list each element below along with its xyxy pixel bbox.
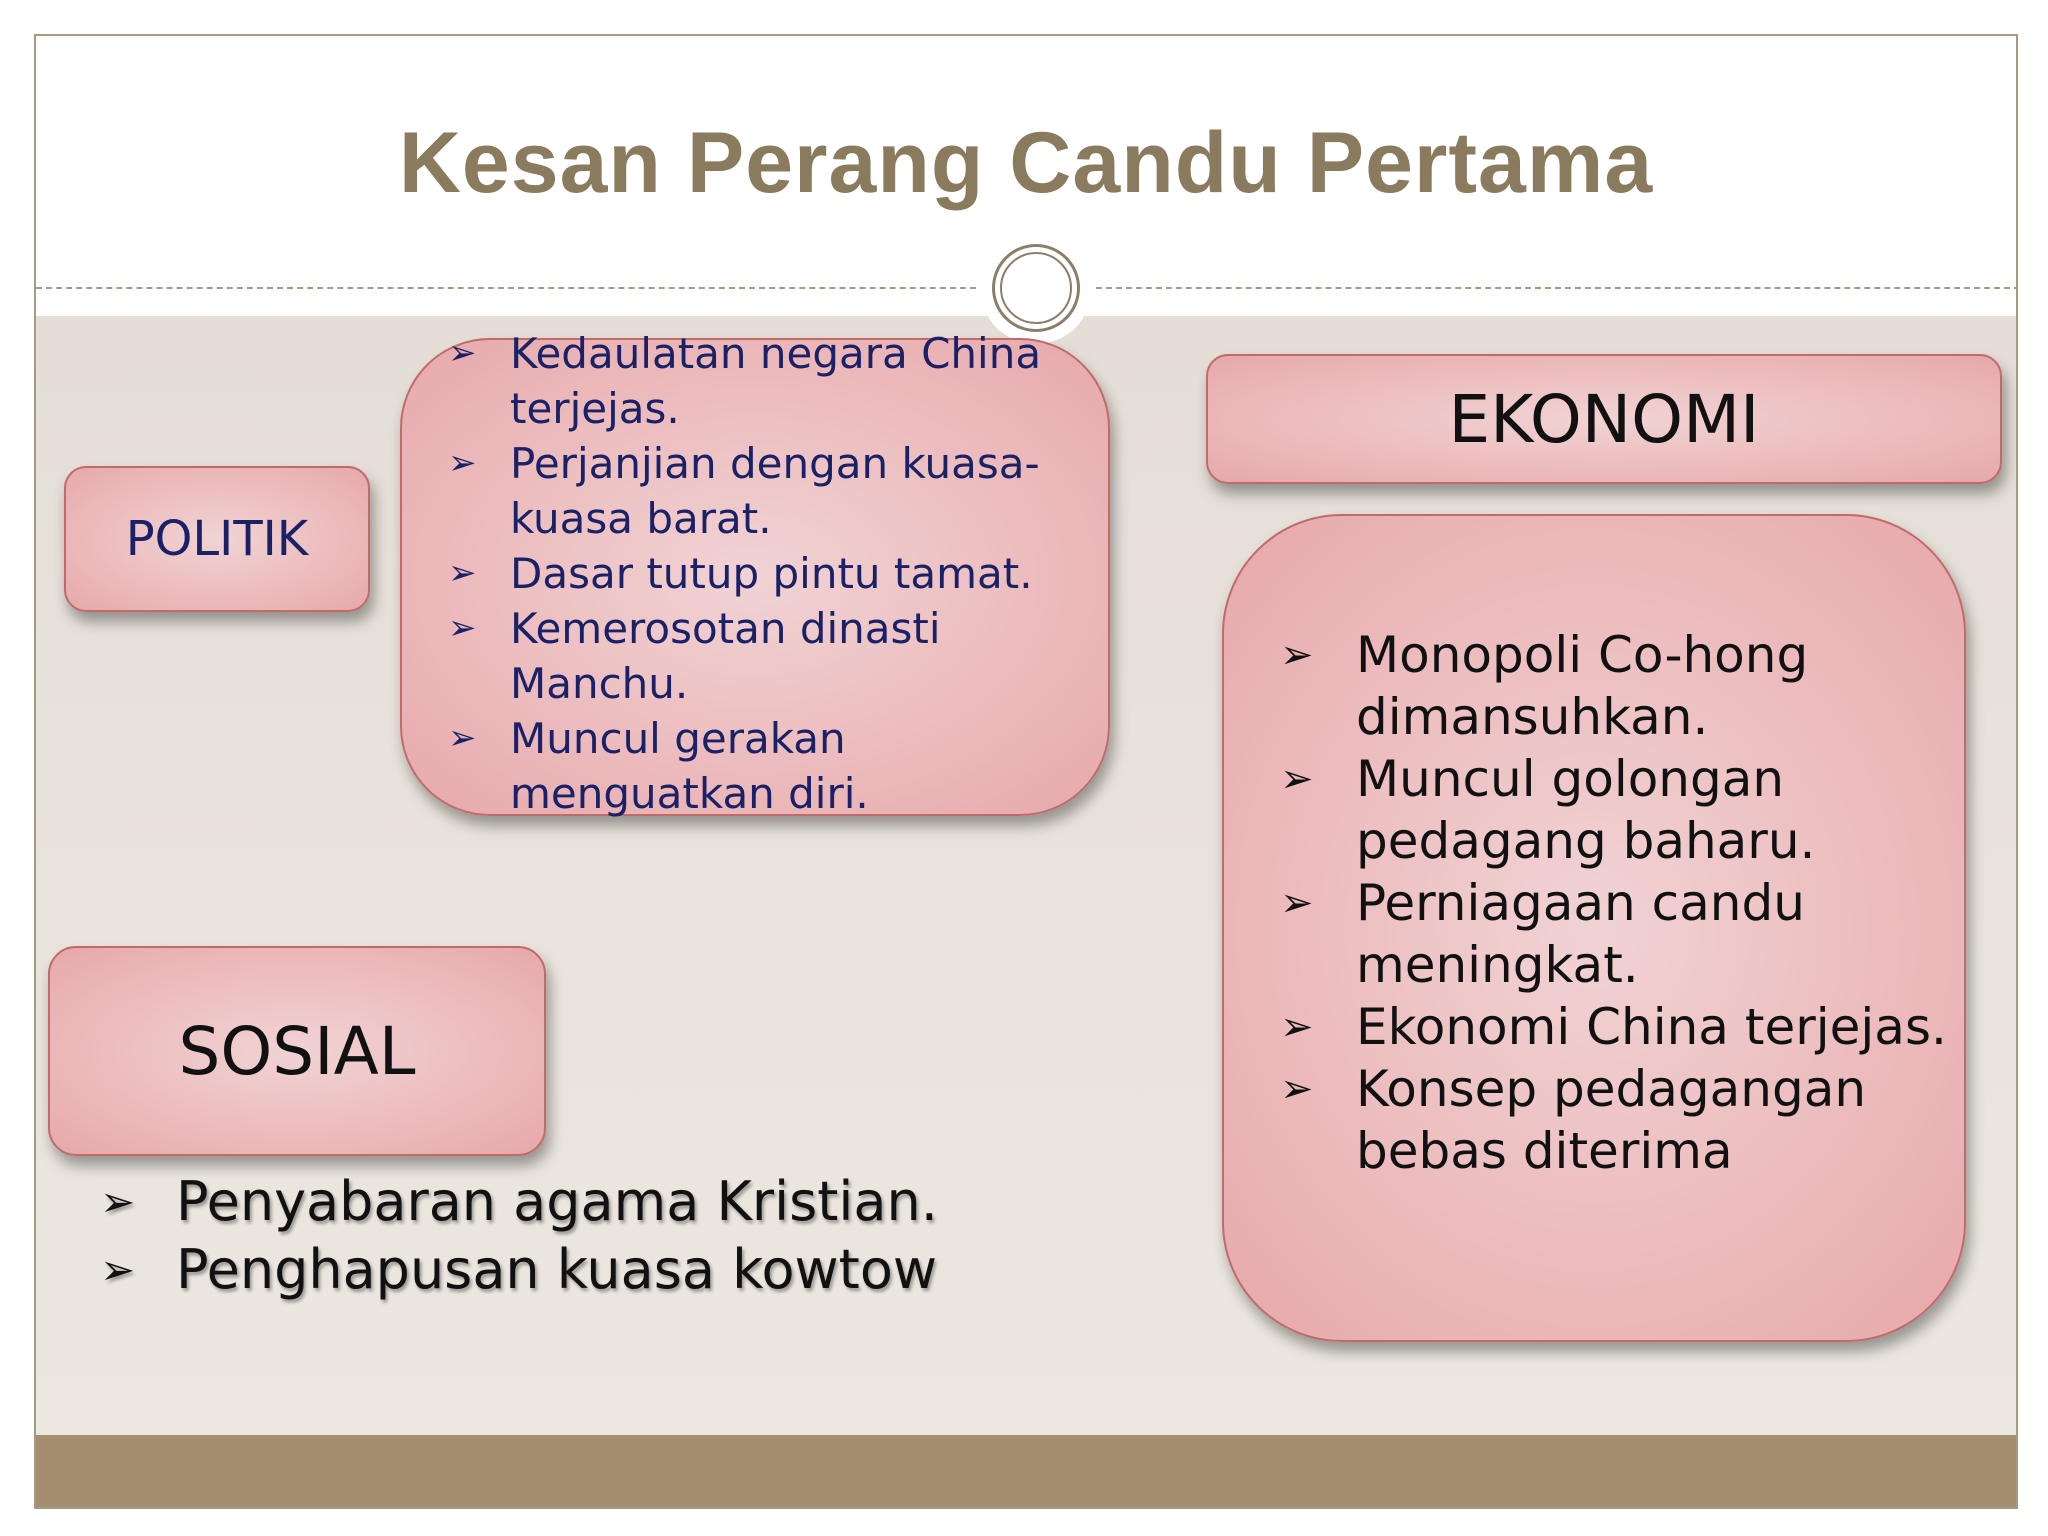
- arrowhead-bullet-icon: ➢: [1280, 756, 1314, 802]
- list-item: ➢ Monopoli Co-hong dimansuhkan.: [1280, 626, 1809, 746]
- arrowhead-bullet-icon: ➢: [1280, 632, 1314, 678]
- ekonomi-label: EKONOMI: [1448, 380, 1760, 458]
- sosial-label: SOSIAL: [178, 1012, 416, 1090]
- circle-ring-icon: [992, 244, 1080, 332]
- list-item: ➢ Perjanjian dengan kuasa-kuasa barat.: [448, 436, 1088, 546]
- list-item: ➢ Ekonomi China terjejas.: [1280, 998, 1947, 1056]
- list-item: ➢ Penghapusan kuasa kowtow: [100, 1236, 1000, 1304]
- politik-label: POLITIK: [125, 511, 309, 567]
- arrowhead-bullet-icon: ➢: [448, 608, 477, 648]
- arrowhead-bullet-icon: ➢: [100, 1245, 136, 1294]
- list-item: ➢ Perniagaan candu meningkat.: [1280, 874, 1805, 994]
- list-item: ➢ Konsep pedagangan bebas diterima: [1280, 1060, 1867, 1180]
- list-item: ➢ Dasar tutup pintu tamat.: [448, 546, 1088, 601]
- footer-bar: [36, 1435, 2016, 1507]
- list-item: ➢ Muncul gerakan menguatkan diri.: [448, 711, 1088, 821]
- title-divider-right: [1096, 287, 2018, 289]
- list-item: ➢ Muncul golongan pedagang baharu.: [1280, 750, 1816, 870]
- ekonomi-label-box: [1206, 354, 2002, 484]
- list-item: ➢ Kemerosotan dinasti Manchu.: [448, 601, 1088, 711]
- arrowhead-bullet-icon: ➢: [448, 443, 477, 483]
- list-item: ➢ Kedaulatan negara China terjejas.: [448, 326, 1088, 436]
- arrowhead-bullet-icon: ➢: [448, 553, 477, 593]
- title-divider-left: [36, 287, 976, 289]
- list-item: ➢ Penyabaran agama Kristian.: [100, 1168, 1000, 1236]
- arrowhead-bullet-icon: ➢: [448, 333, 477, 373]
- arrowhead-bullet-icon: ➢: [1280, 880, 1314, 926]
- slide: [34, 34, 2018, 1509]
- arrowhead-bullet-icon: ➢: [1280, 1066, 1314, 1112]
- arrowhead-bullet-icon: ➢: [448, 718, 477, 758]
- slide-title: Kesan Perang Candu Pertama: [398, 115, 1654, 211]
- politik-label-box: [64, 466, 370, 612]
- politik-list: [448, 326, 1088, 821]
- ekonomi-list: [1280, 624, 1950, 1182]
- arrowhead-bullet-icon: ➢: [100, 1177, 136, 1226]
- sosial-label-box: [48, 946, 546, 1156]
- arrowhead-bullet-icon: ➢: [1280, 1004, 1314, 1050]
- sosial-list: [100, 1168, 1000, 1304]
